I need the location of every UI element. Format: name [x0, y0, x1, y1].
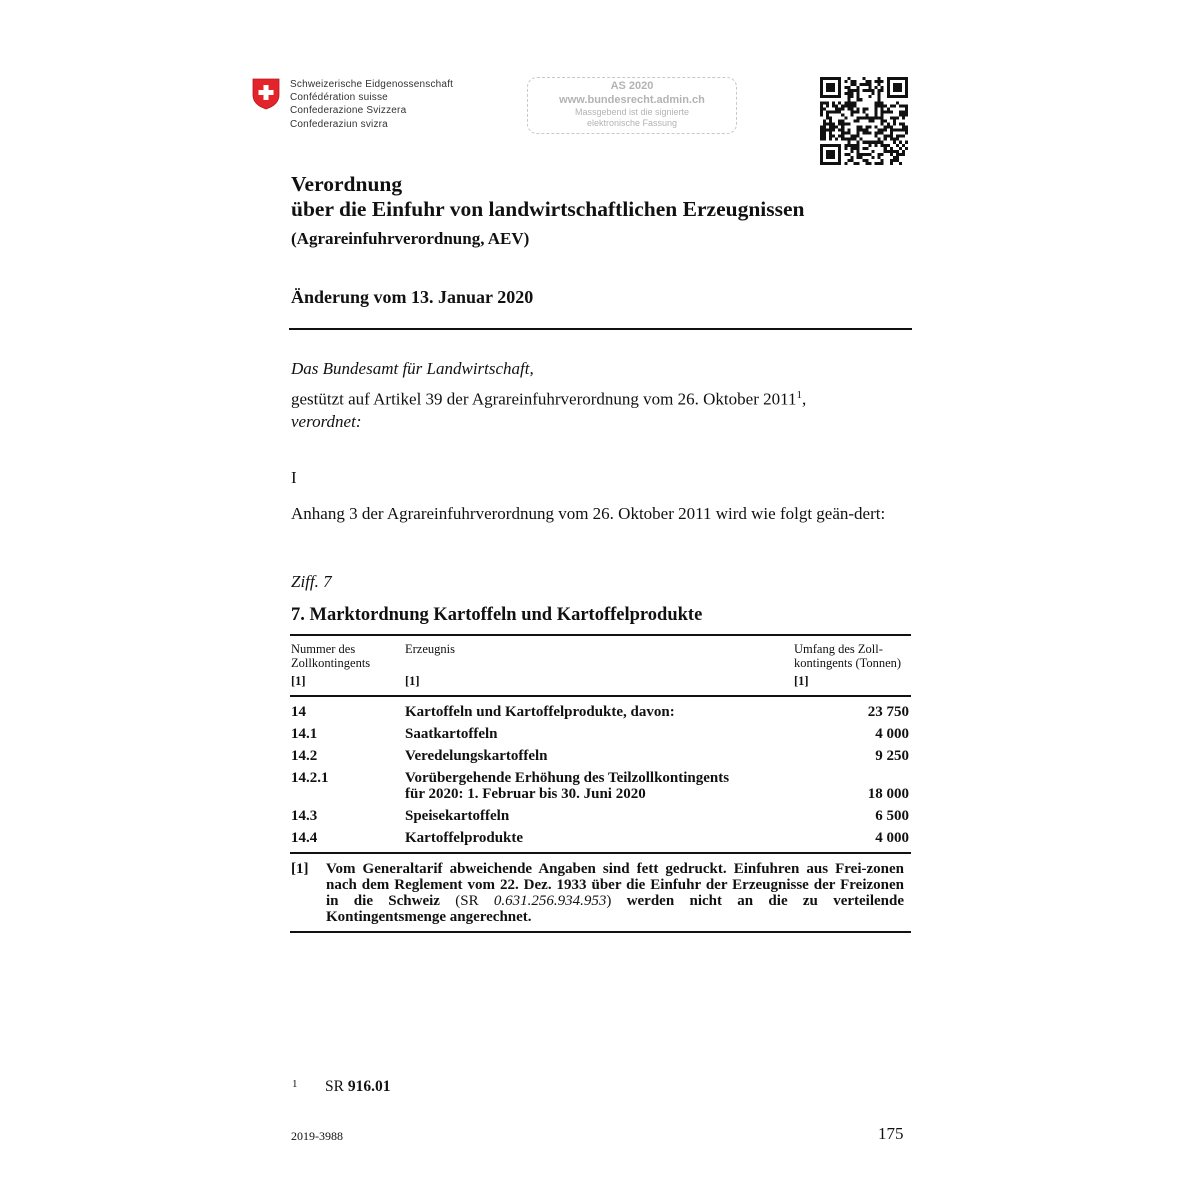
- table-cell-amount: 4 000: [875, 726, 909, 742]
- table-cell-number: 14.1: [291, 726, 318, 742]
- header-amount: [794, 642, 901, 670]
- table-note-sr-prefix: (SR: [439, 893, 494, 909]
- legal-basis-end: ,: [801, 389, 807, 409]
- table-top-rule: [290, 634, 911, 636]
- header-amount-line1: Umfang des Zoll-: [794, 642, 883, 656]
- table-cell-number: 14.2: [291, 748, 318, 764]
- table-note-text: [326, 861, 904, 925]
- stamp-note-line2: elektronische Fassung: [586, 118, 678, 128]
- table-cell-amount: 23 750: [867, 704, 909, 720]
- table-header-rule: [290, 695, 911, 697]
- qr-code-modules: [820, 77, 908, 165]
- title-line-1: Verordnung: [291, 172, 403, 196]
- annex-paragraph: Anhang 3 der Agrareinfuhrverordnung vom 26. Oktober 2011 wird wie folgt geän-dert:: [291, 504, 886, 523]
- table-cell-number: 14.3: [291, 808, 318, 824]
- footnote-number: 1: [292, 1078, 298, 1090]
- header-ref-number: [1]: [291, 674, 306, 688]
- table-cell-product: Saatkartoffeln: [405, 726, 498, 742]
- table-bottom-rule: [290, 931, 911, 933]
- table-cell-product: Kartoffelprodukte: [405, 830, 524, 846]
- table-note-sr-suffix: ): [606, 893, 612, 909]
- legal-basis-text: gestützt auf Artikel 39 der Agrareinfuhrverordnung vom 26. Oktober 2011: [291, 389, 797, 409]
- qr-code-icon: [820, 77, 908, 165]
- table-cell-number: 14: [291, 704, 306, 720]
- footnote-sr-number: 916.01: [347, 1078, 391, 1095]
- header-number: [291, 642, 370, 670]
- table-note-text-a: Vom Generaltarif abweichende Angaben sind fett gedruckt. Einfuhren aus Frei-zonen nach dem Reglement vom 22. Dez. 1933 über die Einfuhr der Erzeugnisse der Freizonen in die Schweiz: [326, 861, 904, 909]
- header-ref-product: [1]: [405, 674, 420, 688]
- table-cell-product: Kartoffeln und Kartoffelprodukte, davon:: [405, 704, 675, 720]
- table-cell-number: 14.4: [291, 830, 318, 846]
- document-number: 2019-3988: [291, 1129, 343, 1143]
- section-roman-numeral: I: [291, 468, 297, 487]
- table-cell-number: 14.2.1: [291, 770, 329, 786]
- footnote-text: [325, 1078, 390, 1096]
- table-body-rule: [290, 852, 911, 854]
- title-line-2: über die Einfuhr von landwirtschaftlichen Erzeugnissen: [291, 197, 805, 221]
- swiss-coat-of-arms-icon: [252, 78, 280, 110]
- confederation-name-rm: Confederaziun svizra: [290, 118, 388, 130]
- header-ref-amount: [1]: [794, 674, 809, 688]
- table-cell-product-line2: für 2020: 1. Februar bis 30. Juni 2020: [405, 786, 646, 802]
- stamp-note-line1: Massgebend ist die signierte: [574, 107, 690, 117]
- confederation-name-it: Confederazione Svizzera: [290, 105, 407, 117]
- table-cell-product-line1: Vorübergehende Erhöhung des Teilzollkontingents: [405, 770, 730, 786]
- amendment-date: Änderung vom 13. Januar 2020: [291, 287, 534, 307]
- table-cell-product: Speisekartoffeln: [405, 808, 510, 824]
- table-cell-amount: 18 000: [867, 786, 909, 802]
- page-number: 175: [878, 1124, 904, 1143]
- header-product: Erzeugnis: [405, 642, 455, 656]
- table-note-ref: [1]: [291, 861, 309, 877]
- table-note-text-b: werden nicht an die zu verteilende Kontingentsmenge angerechnet.: [326, 893, 904, 925]
- table-note-sr-number: 0.631.256.934.953: [493, 893, 607, 909]
- confederation-name-fr: Confédération suisse: [290, 92, 388, 104]
- document-title: [291, 172, 804, 222]
- document-subtitle: (Agrareinfuhrverordnung, AEV): [291, 229, 530, 248]
- confederation-name-de: Schweizerische Eidgenossenschaft: [290, 79, 454, 90]
- legal-basis: [291, 384, 806, 411]
- table-cell-amount: 4 000: [875, 830, 909, 846]
- table-cell-product: [405, 770, 729, 802]
- section-heading: 7. Marktordnung Kartoffeln und Kartoffelprodukte: [291, 605, 703, 625]
- table-cell-amount: 9 250: [875, 748, 909, 764]
- footnote-sr-label: SR: [325, 1078, 348, 1095]
- footnote-ref: 1: [796, 389, 802, 401]
- table-cell-product: Veredelungskartoffeln: [405, 748, 548, 764]
- confederation-names: [290, 78, 453, 131]
- stamp-as-number: AS 2020: [610, 80, 654, 92]
- stamp-website: www.bundesrecht.admin.ch: [559, 94, 705, 106]
- decrees-label: verordnet:: [291, 412, 362, 431]
- ziffer-label: Ziff. 7: [291, 572, 332, 591]
- header-number-line1: Nummer des: [291, 642, 356, 656]
- title-divider: [289, 328, 912, 330]
- issuing-authority: Das Bundesamt für Landwirtschaft,: [291, 359, 534, 378]
- header-amount-line2: kontingents (Tonnen): [794, 656, 902, 670]
- official-stamp: [527, 77, 737, 134]
- header-number-line2: Zollkontingents: [291, 656, 371, 670]
- table-cell-amount: 6 500: [875, 808, 909, 824]
